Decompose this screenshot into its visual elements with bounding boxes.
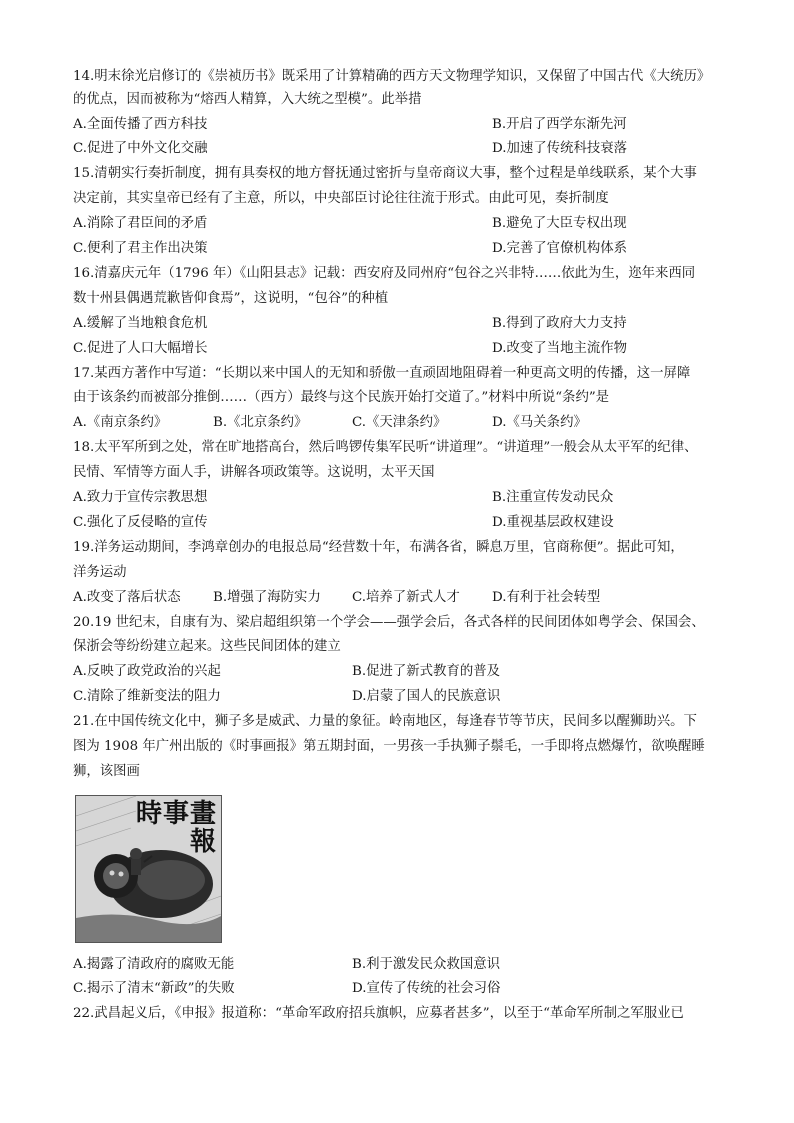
q21-option-a: A.揭露了清政府的腐败无能 [73,957,235,972]
q15-option-d: D.完善了官僚机构体系 [492,241,628,256]
q14-option-d: D.加速了传统科技衰落 [492,141,628,156]
q16-option-d: D.改变了当地主流作物 [492,341,628,356]
question-18-line-1: 18.太平军所到之处，常在旷地搭高台，然后鸣锣传集军民听“讲道理”。“讲道理”一般会从太平军的纪律、 [73,440,698,455]
question-20-line-2: 保浙会等纷纷建立起来。这些民间团体的建立 [73,639,341,654]
q20-option-d: D.启蒙了国人的民族意识 [352,689,501,704]
q17-option-b: B.《北京条约》 [213,415,308,430]
question-14-line-2: 的优点，因而被称为“熔西人精算，入大统之型模”。此举措 [73,92,422,107]
question-21-line-2: 图为 1908 年广州出版的《时事画报》第五期封面，一男孩一手执狮子鬃毛，一手即将点燃爆竹，欲唤醒睡 [73,739,705,754]
q21-option-b: B.利于激发民众救国意识 [352,957,501,972]
question-14-line-1: 14.明末徐光启修订的《崇祯历书》既采用了计算精确的西方天文物理学知识，又保留了中国古代《大统历》 [73,69,711,84]
question-22-line-1: 22.武昌起义后，《申报》报道称：“革命军政府招兵旗帜，应募者甚多”，以至于“革命军所制之军服业已 [73,1006,684,1021]
q20-option-a: A.反映了政党政治的兴起 [73,664,221,679]
question-19-line-2: 洋务运动 [73,565,127,580]
question-21-line-1: 21.在中国传统文化中，狮子多是威武、力量的象征。岭南地区，每逢春节等节庆，民间多以醒狮助兴。下 [73,714,697,729]
question-17-line-1: 17.某西方著作中写道：“长期以来中国人的无知和骄傲一直顽固地阻碍着一种更高文明的传播，这一屏障 [73,366,691,381]
question-15-line-2: 决定前，其实皇帝已经有了主意，所以，中央部臣讨论往往流于形式。由此可见，奏折制度 [73,191,609,206]
question-18-line-2: 民情、军情等方面人手，讲解各项政策等。这说明，太平天国 [73,465,435,480]
q15-option-a: A.消除了君臣间的矛盾 [73,216,208,231]
q15-option-b: B.避免了大臣专权出现 [492,216,627,231]
q18-option-d: D.重视基层政权建设 [492,515,614,530]
cover-title-text: 時事畫報 [135,799,217,857]
question-16-line-2: 数十州县偶遇荒歉皆仰食焉”，这说明，“包谷”的种植 [73,291,389,306]
question-16-line-1: 16.清嘉庆元年（1796 年）《山阳县志》记载：西安府及同州府“包谷之兴非特……依此为生，迩年来西同 [73,266,696,281]
cover-title-lettering [131,800,217,856]
q17-option-a: A.《南京条约》 [73,415,168,430]
q15-option-c: C.便利了君主作出决策 [73,241,208,256]
q16-option-b: B.得到了政府大力支持 [492,316,627,331]
q14-option-c: C.促进了中外文化交融 [73,141,208,156]
q17-option-d: D.《马关条约》 [492,415,587,430]
shishi-huabao-cover-image [75,795,222,943]
q18-option-b: B.注重宣传发动民众 [492,490,614,505]
q14-option-b: B.开启了西学东渐先河 [492,117,627,132]
q19-option-c: C.培养了新式人才 [352,590,460,605]
q19-option-d: D.有利于社会转型 [492,590,601,605]
q20-option-b: B.促进了新式教育的普及 [352,664,501,679]
question-21-line-3: 狮，该图画 [73,764,140,779]
q19-option-b: B.增强了海防实力 [213,590,321,605]
q14-option-a: A.全面传播了西方科技 [73,117,208,132]
q19-option-a: A.改变了落后状态 [73,590,181,605]
question-17-line-2: 由于该条约而被部分推倒……（西方）最终与这个民族开始打交道了。”材料中所说“条约”是 [73,390,610,405]
q18-option-a: A.致力于宣传宗教思想 [73,490,208,505]
q17-option-c: C.《天津条约》 [352,415,447,430]
q21-option-d: D.宣传了传统的社会习俗 [352,981,501,996]
question-15-line-1: 15.清朝实行奏折制度，拥有具奏权的地方督抚通过密折与皇帝商议大事，整个过程是单线联系，某个大事 [73,166,697,181]
question-20-line-1: 20.19 世纪末，自康有为、梁启超组织第一个学会——强学会后，各式各样的民间团体如粤学会、保国会、 [73,615,705,630]
question-19-line-1: 19.洋务运动期间，李鸿章创办的电报总局“经营数十年，布满各省，瞬息万里，官商称便”。据此可知， [73,540,684,555]
q16-option-c: C.促进了人口大幅增长 [73,341,208,356]
q16-option-a: A.缓解了当地粮食危机 [73,316,208,331]
q18-option-c: C.强化了反侵略的宣传 [73,515,208,530]
q20-option-c: C.清除了维新变法的阻力 [73,689,221,704]
q21-option-c: C.揭示了清末“新政”的失败 [73,981,235,996]
